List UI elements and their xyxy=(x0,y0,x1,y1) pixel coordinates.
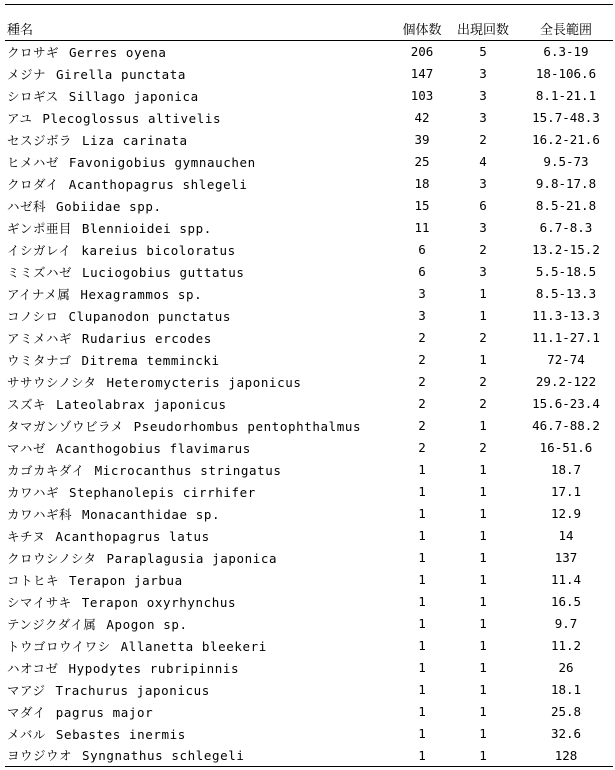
length-range-cell: 11.3-13.3 xyxy=(532,308,600,323)
species-japanese-name: ウミタナゴ xyxy=(7,352,72,368)
table-row xyxy=(5,305,613,327)
table-row xyxy=(5,129,613,151)
species-scientific-name: Hexagrammos sp. xyxy=(80,286,203,302)
species-name-cell xyxy=(5,459,397,481)
species-name-cell xyxy=(5,635,397,657)
species-name-cell xyxy=(5,63,397,85)
occurrences-cell: 1 xyxy=(479,660,487,675)
species-japanese-name: メバル xyxy=(7,726,46,742)
species-japanese-name: クロサギ xyxy=(7,44,60,60)
table-row xyxy=(5,85,613,107)
count-cell: 3 xyxy=(418,286,426,301)
species-table xyxy=(5,4,613,767)
count-cell: 1 xyxy=(418,682,426,697)
length-range-cell: 8.5-21.8 xyxy=(535,198,597,213)
species-scientific-name: Liza carinata xyxy=(82,132,188,148)
species-scientific-name: Allanetta bleekeri xyxy=(120,638,267,654)
occurrences-cell: 1 xyxy=(479,286,487,301)
length-range-cell: 9.7 xyxy=(554,616,578,631)
table-row xyxy=(5,723,613,745)
length-range-cell: 5.5-18.5 xyxy=(535,264,597,279)
species-japanese-name: マアジ xyxy=(7,682,46,698)
occurrences-cell: 3 xyxy=(479,220,487,235)
count-cell: 1 xyxy=(397,745,447,767)
count-cell: 6 xyxy=(418,264,426,279)
species-scientific-name: Gerres oyena xyxy=(69,44,167,60)
table-row xyxy=(5,701,613,723)
species-japanese-name: メジナ xyxy=(7,66,47,82)
length-range-cell: 8.1-21.1 xyxy=(535,88,597,103)
species-scientific-name: Terapon oxyrhynchus xyxy=(81,594,237,610)
table-row xyxy=(5,613,613,635)
table-row xyxy=(5,679,613,701)
count-cell: 1 xyxy=(418,638,426,653)
species-scientific-name: Heteromycteris japonicus xyxy=(106,374,302,390)
table-row xyxy=(5,393,613,415)
occurrences-cell: 1 xyxy=(479,682,487,697)
species-japanese-name: ヒメハゼ xyxy=(7,154,59,170)
species-name-cell xyxy=(5,107,397,129)
species-japanese-name: キチヌ xyxy=(7,528,46,544)
species-scientific-name: Trachurus japonicus xyxy=(55,682,210,698)
species-name-cell xyxy=(5,85,397,107)
species-name-cell xyxy=(5,195,397,217)
count-cell: 2 xyxy=(418,330,426,345)
species-name-cell xyxy=(5,151,397,173)
species-name-cell xyxy=(5,547,397,569)
occurrences-cell: 1 xyxy=(479,506,487,521)
species-japanese-name: コトヒキ xyxy=(7,572,60,588)
species-scientific-name: Stephanolepis cirrhifer xyxy=(69,484,256,500)
species-name-cell xyxy=(5,371,397,393)
occurrences-cell: 1 xyxy=(479,528,487,543)
table-row xyxy=(5,195,613,217)
species-scientific-name: Sebastes inermis xyxy=(55,726,186,742)
occurrences-cell: 2 xyxy=(479,132,487,147)
species-japanese-name: シロギス xyxy=(7,88,59,104)
table-row xyxy=(5,415,613,437)
length-range-cell: 11.2 xyxy=(550,638,582,653)
count-cell: 1 xyxy=(418,506,426,521)
length-range-cell: 16.5 xyxy=(550,594,582,609)
species-name-cell xyxy=(5,701,397,723)
length-range-cell: 17.1 xyxy=(550,484,582,499)
species-name-cell xyxy=(5,679,397,701)
count-cell: 42 xyxy=(414,110,430,125)
table-row xyxy=(5,41,613,63)
species-japanese-name: ササウシノシタ xyxy=(7,374,97,390)
species-japanese-name: クロウシノシタ xyxy=(7,550,97,566)
count-cell: 11 xyxy=(414,220,430,235)
count-cell: 1 xyxy=(418,484,426,499)
occurrences-cell: 3 xyxy=(479,264,487,279)
species-japanese-name: シマイサキ xyxy=(7,594,72,610)
table-row xyxy=(5,547,613,569)
species-japanese-name: ハオコゼ xyxy=(7,660,59,676)
species-japanese-name: ハゼ科 xyxy=(7,198,47,214)
table-row xyxy=(5,327,613,349)
table-row xyxy=(5,635,613,657)
length-range-cell: 18.7 xyxy=(550,462,582,477)
occurrences-cell: 2 xyxy=(479,396,487,411)
occurrences-cell: 2 xyxy=(479,440,487,455)
count-cell: 1 xyxy=(418,704,426,719)
header-count: 個体数 xyxy=(397,5,447,41)
species-name-cell xyxy=(5,503,397,525)
occurrences-cell: 1 xyxy=(479,638,487,653)
length-range-cell: 137 xyxy=(554,550,578,565)
species-scientific-name: Favonigobius gymnauchen xyxy=(68,154,256,170)
count-cell: 103 xyxy=(410,88,434,103)
length-range-cell: 128 xyxy=(519,745,613,767)
species-japanese-name: ミミズハゼ xyxy=(7,264,73,280)
count-cell: 1 xyxy=(418,726,426,741)
occurrences-cell: 1 xyxy=(479,352,487,367)
length-range-cell: 12.9 xyxy=(550,506,582,521)
species-japanese-name: カゴカキダイ xyxy=(7,462,85,478)
length-range-cell: 72-74 xyxy=(547,352,585,367)
species-name-cell xyxy=(5,613,397,635)
species-name-cell xyxy=(5,591,397,613)
occurrences-cell: 1 xyxy=(479,726,487,741)
table-row xyxy=(5,239,613,261)
table-row xyxy=(5,503,613,525)
occurrences-cell: 6 xyxy=(479,198,487,213)
table-row xyxy=(5,525,613,547)
species-japanese-name: タマガンゾウビラメ xyxy=(7,418,124,434)
occurrences-cell: 1 xyxy=(479,704,487,719)
count-cell: 2 xyxy=(418,396,426,411)
species-japanese-name: ヨウジウオ xyxy=(7,748,73,764)
species-name-cell xyxy=(5,437,397,459)
occurrences-cell: 1 xyxy=(479,418,487,433)
species-scientific-name: kareius bicoloratus xyxy=(81,242,236,258)
occurrences-cell: 3 xyxy=(479,88,487,103)
species-scientific-name: Ditrema temmincki xyxy=(81,352,220,368)
species-scientific-name: Pseudorhombus pentophthalmus xyxy=(133,418,362,434)
species-japanese-name: セスジボラ xyxy=(7,132,73,148)
count-cell: 2 xyxy=(418,440,426,455)
table-row xyxy=(5,283,613,305)
occurrences-cell: 2 xyxy=(479,242,487,257)
species-scientific-name: Girella punctata xyxy=(56,66,187,82)
species-scientific-name: Lateolabrax japonicus xyxy=(56,396,227,412)
species-scientific-name: pagrus major xyxy=(55,704,154,720)
species-japanese-name: コノシロ xyxy=(7,308,59,324)
species-japanese-name: アイナメ属 xyxy=(7,286,71,302)
count-cell: 1 xyxy=(418,550,426,565)
species-name-cell xyxy=(5,481,397,503)
table-row xyxy=(5,591,613,613)
occurrences-cell: 2 xyxy=(479,330,487,345)
table-row xyxy=(5,349,613,371)
species-japanese-name: トウゴロウイワシ xyxy=(7,638,111,654)
length-range-cell: 11.1-27.1 xyxy=(532,330,600,345)
header-occurrences: 出現回数 xyxy=(447,5,519,41)
length-range-cell: 29.2-122 xyxy=(535,374,597,389)
table-row xyxy=(5,371,613,393)
occurrences-cell: 1 xyxy=(479,484,487,499)
table-row xyxy=(5,107,613,129)
count-cell: 2 xyxy=(418,418,426,433)
length-range-cell: 25.8 xyxy=(550,704,582,719)
species-scientific-name: Terapon jarbua xyxy=(69,572,183,588)
species-japanese-name: マダイ xyxy=(7,704,46,720)
species-scientific-name: Clupanodon punctatus xyxy=(68,308,232,324)
species-japanese-name: マハゼ xyxy=(7,440,46,456)
length-range-cell: 46.7-88.2 xyxy=(532,418,600,433)
species-scientific-name: Plecoglossus altivelis xyxy=(42,110,222,126)
species-japanese-name: アユ xyxy=(7,110,33,126)
species-japanese-name: テンジクダイ属 xyxy=(7,616,97,632)
table-body xyxy=(5,41,613,767)
species-name-cell xyxy=(5,327,397,349)
occurrences-cell: 2 xyxy=(479,374,487,389)
species-japanese-name: クロダイ xyxy=(7,176,59,192)
count-cell: 1 xyxy=(418,616,426,631)
species-table-container xyxy=(5,4,611,767)
species-scientific-name: Luciogobius guttatus xyxy=(82,264,245,280)
length-range-cell: 18-106.6 xyxy=(535,66,597,81)
occurrences-cell: 1 xyxy=(479,616,487,631)
table-row xyxy=(5,261,613,283)
species-name-cell xyxy=(5,415,397,437)
table-row xyxy=(5,63,613,85)
count-cell: 39 xyxy=(414,132,430,147)
length-range-cell: 9.8-17.8 xyxy=(535,176,597,191)
species-scientific-name: Paraplagusia japonica xyxy=(106,550,278,566)
occurrences-cell: 1 xyxy=(479,462,487,477)
count-cell: 3 xyxy=(418,308,426,323)
species-name-cell xyxy=(5,305,397,327)
count-cell: 25 xyxy=(414,154,430,169)
header-species: 種名 xyxy=(5,5,397,41)
species-scientific-name: Apogon sp. xyxy=(106,616,188,632)
count-cell: 6 xyxy=(418,242,426,257)
occurrences-cell: 1 xyxy=(447,745,519,767)
species-japanese-name: カワハギ xyxy=(7,484,60,500)
species-scientific-name: Rudarius ercodes xyxy=(81,330,212,346)
table-row xyxy=(5,459,613,481)
occurrences-cell: 1 xyxy=(479,550,487,565)
occurrences-cell: 3 xyxy=(479,66,487,81)
length-range-cell: 6.3-19 xyxy=(543,44,589,60)
species-scientific-name: Gobiidae spp. xyxy=(56,198,162,214)
species-scientific-name: Acanthogobius flavimarus xyxy=(55,440,251,456)
length-range-cell: 32.6 xyxy=(550,726,582,741)
length-range-cell: 14 xyxy=(558,528,574,543)
occurrences-cell: 1 xyxy=(479,308,487,323)
occurrences-cell: 1 xyxy=(479,572,487,587)
species-name-cell xyxy=(5,239,397,261)
count-cell: 2 xyxy=(418,374,426,389)
table-row xyxy=(5,217,613,239)
occurrences-cell: 1 xyxy=(479,594,487,609)
count-cell: 1 xyxy=(418,572,426,587)
occurrences-cell: 3 xyxy=(479,176,487,191)
table-row xyxy=(5,569,613,591)
table-row xyxy=(5,173,613,195)
species-japanese-name: スズキ xyxy=(7,396,47,412)
length-range-cell: 15.6-23.4 xyxy=(532,396,600,411)
species-japanese-name: アミメハギ xyxy=(7,330,72,346)
table-row xyxy=(5,437,613,459)
species-name-cell xyxy=(5,349,397,371)
species-name-cell xyxy=(5,283,397,305)
species-name-cell xyxy=(5,745,397,767)
length-range-cell: 16.2-21.6 xyxy=(532,132,600,147)
species-name-cell xyxy=(5,261,397,283)
length-range-cell: 18.1 xyxy=(550,682,582,697)
species-japanese-name: イシガレイ xyxy=(7,242,72,258)
species-scientific-name: Microcanthus stringatus xyxy=(94,462,282,478)
length-range-cell: 6.7-8.3 xyxy=(539,220,593,235)
table-row xyxy=(5,481,613,503)
species-name-cell xyxy=(5,41,397,63)
species-japanese-name: カワハギ科 xyxy=(7,506,73,522)
count-cell: 1 xyxy=(418,660,426,675)
count-cell: 1 xyxy=(418,462,426,477)
table-row xyxy=(5,745,613,767)
species-name-cell xyxy=(5,129,397,151)
species-scientific-name: Acanthopagrus shlegeli xyxy=(68,176,248,192)
occurrences-cell: 4 xyxy=(479,154,487,169)
species-scientific-name: Sillago japonica xyxy=(68,88,199,104)
length-range-cell: 13.2-15.2 xyxy=(532,242,600,257)
count-cell: 206 xyxy=(410,44,434,60)
header-row xyxy=(5,5,613,41)
length-range-cell: 16-51.6 xyxy=(539,440,593,455)
species-scientific-name: Hypodytes rubripinnis xyxy=(68,660,240,676)
length-range-cell: 9.5-73 xyxy=(543,154,589,169)
table-row xyxy=(5,151,613,173)
species-name-cell xyxy=(5,173,397,195)
count-cell: 2 xyxy=(418,352,426,367)
species-name-cell xyxy=(5,525,397,547)
count-cell: 15 xyxy=(414,198,430,213)
species-name-cell xyxy=(5,217,397,239)
count-cell: 147 xyxy=(410,66,434,81)
species-scientific-name: Acanthopagrus latus xyxy=(55,528,210,544)
length-range-cell: 11.4 xyxy=(550,572,582,587)
count-cell: 18 xyxy=(414,176,430,191)
species-name-cell xyxy=(5,569,397,591)
species-name-cell xyxy=(5,657,397,679)
count-cell: 1 xyxy=(418,594,426,609)
occurrences-cell: 3 xyxy=(479,110,487,125)
species-scientific-name: Monacanthidae sp. xyxy=(82,506,221,522)
length-range-cell: 15.7-48.3 xyxy=(532,110,600,125)
species-name-cell xyxy=(5,723,397,745)
species-name-cell xyxy=(5,393,397,415)
species-scientific-name: Syngnathus schlegeli xyxy=(82,748,245,764)
header-length-range: 全長範囲 xyxy=(519,5,613,41)
count-cell: 1 xyxy=(418,528,426,543)
species-scientific-name: Blennioidei spp. xyxy=(81,220,212,236)
table-header xyxy=(5,5,613,41)
occurrences-cell: 5 xyxy=(479,44,487,60)
table-row xyxy=(5,657,613,679)
length-range-cell: 26 xyxy=(558,660,574,675)
species-japanese-name: ギンポ亜目 xyxy=(7,220,72,236)
length-range-cell: 8.5-13.3 xyxy=(535,286,597,301)
